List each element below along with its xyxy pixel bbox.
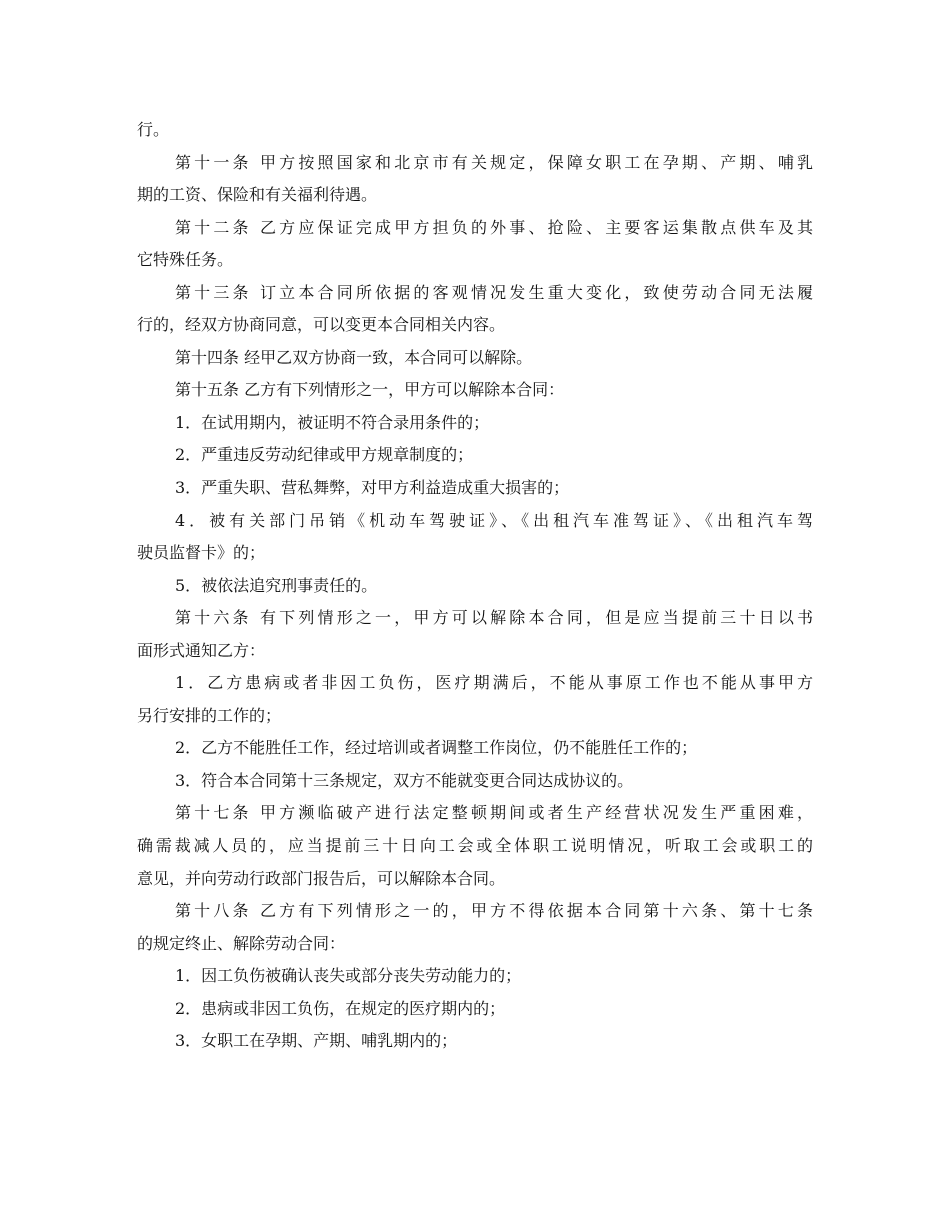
text-line: 行的，经双方协商同意，可以变更本合同相关内容。 [137,315,506,335]
text-line: 1．乙方患病或者非因工负伤，医疗期满后，不能从事原工作也不能从事甲方 [175,673,813,693]
text-line: 面形式通知乙方： [137,640,266,660]
text-line: 第十三条 订立本合同所依据的客观情况发生重大变化，致使劳动合同无法履 [175,282,813,302]
text-line: 第十七条 甲方濒临破产进行法定整顿期间或者生产经营状况发生严重困难， [175,803,813,823]
text-line: 的规定终止、解除劳动合同： [137,933,346,953]
text-line: 第十四条 经甲乙双方协商一致，本合同可以解除。 [175,347,533,367]
text-line: 它特殊任务。 [137,250,234,270]
text-line: 4．被有关部门吊销《机动车驾驶证》、《出租汽车准驾证》、《出租汽车驾 [175,510,813,530]
text-line: 5．被依法追究刑事责任的。 [175,575,378,595]
text-line: 第十五条 乙方有下列情形之一，甲方可以解除本合同： [175,380,565,400]
text-line: 驶员监督卡》的； [137,543,266,563]
text-line: 3．符合本合同第十三条规定，双方不能就变更合同达成协议的。 [175,770,634,790]
text-line: 3．女职工在孕期、产期、哺乳期内的； [175,1031,458,1051]
text-line: 另行安排的工作的； [137,705,282,725]
text-line: 2．严重违反劳动纪律或甲方规章制度的； [175,445,474,465]
text-line: 第十六条 有下列情形之一，甲方可以解除本合同，但是应当提前三十日以书 [175,608,813,628]
text-line: 意见，并向劳动行政部门报告后，可以解除本合同。 [137,868,506,888]
text-line: 2．患病或非因工负伤，在规定的医疗期内的； [175,998,506,1018]
text-line: 行。 [137,120,170,139]
text-line: 1．因工负伤被确认丧失或部分丧失劳动能力的； [175,966,522,986]
text-line: 第十一条 甲方按照国家和北京市有关规定，保障女职工在孕期、产期、哺乳 [175,152,813,172]
text-line: 2．乙方不能胜任工作，经过培训或者调整工作岗位，仍不能胜任工作的； [175,738,698,758]
text-line: 第十二条 乙方应保证完成甲方担负的外事、抢险、主要客运集散点供车及其 [175,217,813,237]
text-line: 1．在试用期内，被证明不符合录用条件的； [175,412,490,432]
text-line: 3．严重失职、营私舞弊，对甲方利益造成重大损害的； [175,478,570,498]
text-line: 期的工资、保险和有关福利待遇。 [137,185,378,205]
document-page [137,114,813,1058]
text-line: 第十八条 乙方有下列情形之一的，甲方不得依据本合同第十六条、第十七条 [175,901,813,921]
text-line: 确需裁减人员的，应当提前三十日向工会或全体职工说明情况，听取工会或职工的 [137,836,813,856]
